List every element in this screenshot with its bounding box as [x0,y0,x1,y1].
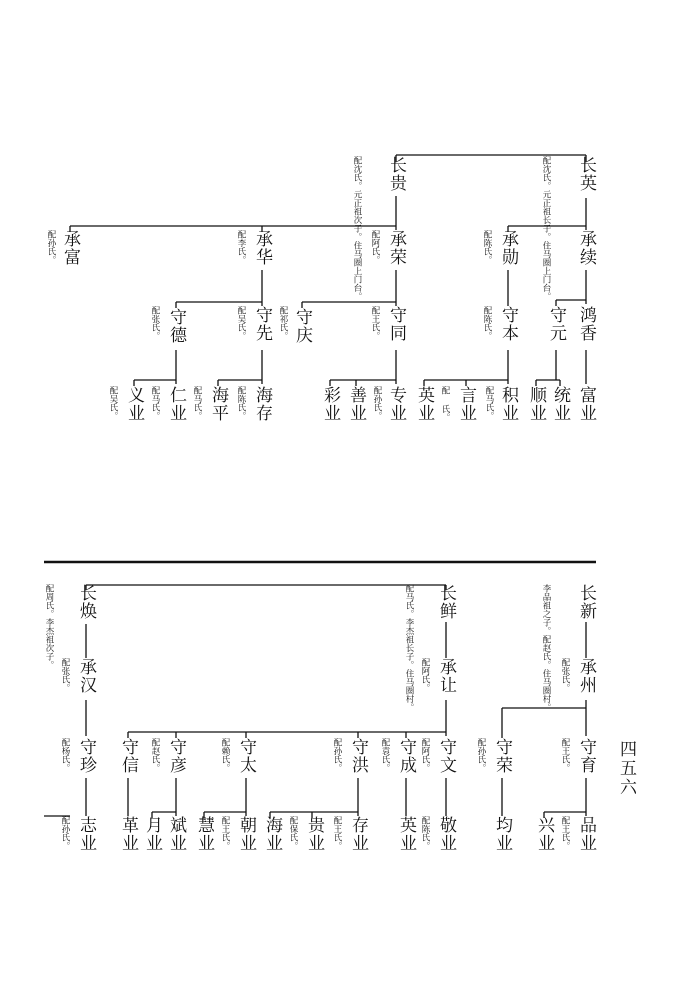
person-note: 配王氏。 [332,816,342,850]
person-name: 积业 [498,386,518,422]
person-name: 斌业 [166,816,186,852]
person-name: 守荣 [492,738,512,774]
person-note: 配赖氏。 [220,738,230,772]
person-note: 配吴氏。 [108,386,118,420]
person-name: 专业 [386,386,406,422]
person-note: 配孙氏。 [46,230,56,264]
person-name: 守元 [546,306,566,342]
person-name: 慧业 [194,816,214,852]
person-name: 贵业 [304,816,324,852]
person-name: 承汉 [76,658,96,694]
person-name: 仁业 [166,386,186,422]
person-name: 顺业 [526,386,546,422]
person-name: 志业 [76,816,96,852]
person-name: 海平 [208,386,228,422]
person-name: 义业 [124,386,144,422]
person-note: 配张氏。 [560,658,570,692]
person-name: 长鲜 [436,584,456,620]
person-name: 革业 [118,816,138,852]
person-name: 敬业 [436,816,456,852]
person-note: 配祁氏。 [278,306,288,340]
person-note: 配李氏。 [236,230,246,264]
person-note: 配王氏。 [560,816,570,850]
person-note: 配孙氏。 [60,816,70,850]
person-note: 配张氏。 [60,658,70,692]
person-note: 配阿氏。 [420,738,430,772]
person-name: 守育 [576,738,596,774]
person-note: 配马氏。李杰祖长子。住马圈村。 [404,584,414,712]
person-name: 彩业 [320,386,340,422]
person-note: 配周氏。李杰祖次子。 [44,584,54,669]
person-note: 配孙氏。 [372,386,382,420]
person-name: 守洪 [348,738,368,774]
person-name: 长贵 [386,156,406,192]
person-note: 配王氏。 [370,306,380,340]
person-name: 守彦 [166,738,186,774]
person-name: 守信 [118,738,138,774]
person-note: 配赵氏。 [150,738,160,772]
person-name: 守同 [386,306,406,342]
person-note: 配 氏。 [440,386,450,422]
person-note: 配马氏。 [150,386,160,420]
person-name: 存业 [348,816,368,852]
person-name: 长新 [576,584,596,620]
person-name: 承华 [252,230,272,266]
person-name: 守德 [166,308,186,344]
person-note: 配阿氏。 [370,230,380,264]
person-name: 朝业 [236,816,256,852]
person-note: 配袁氏。 [380,738,390,772]
person-note: 配张氏。 [150,306,160,340]
person-note: 配阿氏。 [420,658,430,692]
person-note: 配吴氏。 [236,306,246,340]
person-name: 守先 [252,306,272,342]
person-note: 配孙氏。 [476,738,486,772]
person-note: 配王氏。 [220,816,230,850]
person-note: 配陈氏。 [482,230,492,264]
person-note: 配陈氏。 [482,306,492,340]
person-note: 配沈氏。元正祖长子。住马圈上门台。 [541,156,551,301]
person-name: 守成 [396,738,416,774]
person-note: 配马氏。 [484,386,494,420]
person-name: 长英 [576,156,596,192]
person-note: 配杨氏。 [60,738,70,772]
person-name: 海存 [252,386,272,422]
person-name: 承州 [576,658,596,694]
person-note: 配保氏。 [288,816,298,850]
person-name: 长焕 [76,584,96,620]
person-name: 富业 [576,386,596,422]
person-note: 李品祖之子。配赵氏。住马圈村。 [541,584,551,712]
person-name: 守文 [436,738,456,774]
person-name: 守太 [236,738,256,774]
person-name: 承让 [436,658,456,694]
person-name: 承荣 [386,230,406,266]
person-name: 守庆 [292,308,312,344]
person-name: 承续 [576,230,596,266]
person-note: 配陈氏。 [236,386,246,420]
person-name: 英业 [414,386,434,422]
person-name: 均业 [492,816,512,852]
person-name: 统业 [550,386,570,422]
person-note: 配王氏。 [560,738,570,772]
person-name: 承勋 [498,230,518,266]
person-name: 承富 [60,230,80,266]
person-name: 守本 [498,306,518,342]
person-note: 配马氏。 [192,386,202,420]
page-number: 四五六 [616,740,636,797]
person-name: 月业 [142,816,162,852]
person-name: 兴业 [534,816,554,852]
person-name: 鸿香 [576,306,596,342]
person-name: 守珍 [76,738,96,774]
person-note: 配陈氏。 [420,816,430,850]
person-note: 配沈氏。元正祖次子。住马圈上门台。 [352,156,362,301]
person-name: 善业 [346,386,366,422]
person-name: 言业 [456,386,476,422]
person-note: 配孙氏。 [332,738,342,772]
person-name: 海业 [262,816,282,852]
person-name: 英业 [396,816,416,852]
person-name: 品业 [576,816,596,852]
